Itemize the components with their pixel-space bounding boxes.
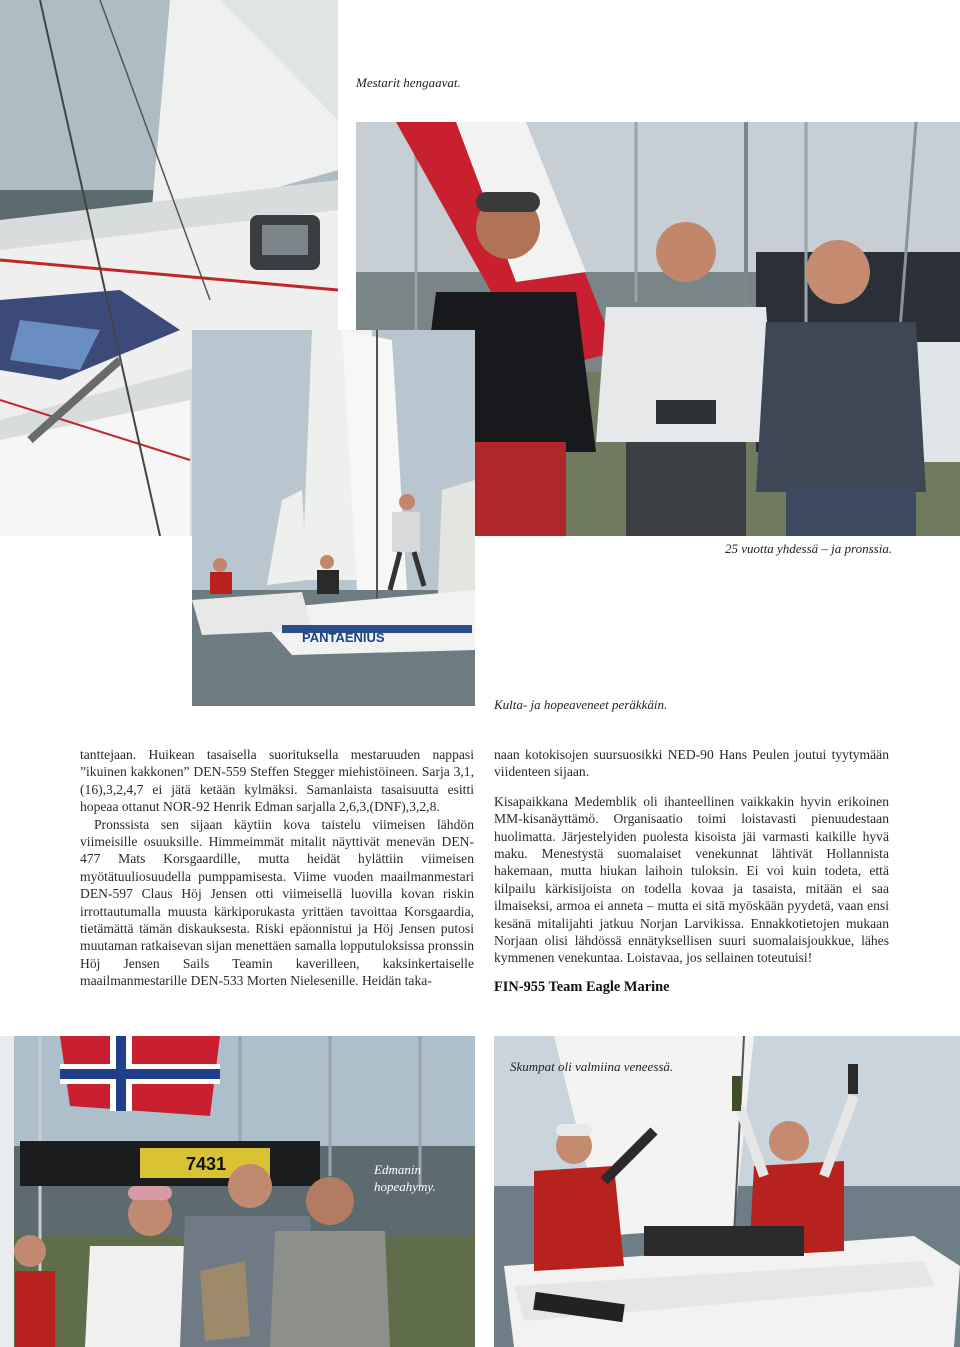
article-paragraph: tanttejaan. Huikean tasaisella suorituksella mestaruuden nappasi ”ikuinen kakkonen” DEN-559 Steffen Stegger miehistöineen. Sarja 3,1,(16),3,2,4,7 ei jätä ketään kylmäksi. Samanlaista tasaisuutta esitti hopeaa ottanut NOR-92 Henrik Edman sarjalla 2,6,3,(DNF),3,2,8. — [80, 747, 474, 815]
caption-edmanin-line1: Edmanin — [374, 1162, 421, 1177]
photo-champagne-boat — [494, 1036, 960, 1347]
photo-racing-boats — [192, 330, 475, 706]
caption-mestarit: Mestarit hengaavat. — [356, 75, 461, 90]
article-signature: FIN-955 Team Eagle Marine — [494, 978, 670, 995]
caption-kulta: Kulta- ja hopeaveneet peräkkäin. — [494, 697, 668, 712]
article-paragraph: naan kotokisojen suursuosikki NED-90 Hans Peulen joutui tyytymään viidenteen sijaan. — [494, 747, 889, 780]
article-paragraph: Kisapaikkana Medemblik oli ihanteellinen vaikkakin hyvin erikoinen MM-kisanäyttämö. Organisaatio toimi loistavasti pienuudestaan huolimatta. Järjestelyiden puolesta kisoista jäi varmasti kaikille hyvä maku. Menestystä suomalaiset venekunnat lähtivät Hollannista hakemaan, mutta hiukan laihoin tuloksin. Ei voi kuin todeta, että kilpailu kärkisijoista on todella kovaa ja tasaista, mitään ei saa ilmaiseksi, armoa ei anneta – mutta ei sitä myöskään pyydetä, vaan ensi kesänä mitalijahti jatkuu Norjan Larvikissa. Ennakkotietojen mukaan Norjaan olisi lähdössä ennätyksellisen suuri suomalaisjoukkue, lähes kymmenen venekuntaa. Loistavaa, jos sellainen toteutuisi! — [494, 793, 889, 966]
sail-number: 7431 — [186, 1154, 227, 1174]
caption-skumpat: Skumpat oli valmiina veneessä. — [510, 1059, 674, 1074]
caption-edmanin-line2: hopeahymy. — [374, 1179, 436, 1194]
article-paragraph: Pronssista sen sijaan käytiin kova taistelu viimeisen lähdön viimeisille osuuksille. Himmeimmät mitalit näyttivät menevän DEN-477 Mats Korsgaardille, mutta heidät hylättiin viimeisen myötätuuliosuudella pumppamisesta. Viime vuoden maailmanmestari DEN-597 Claus Höj Jensen otti viimeisellä luovilla kovan riskin irrottautumalla muusta kärkiporukasta yrittäen tavoittaa Korsgaardia, tietämättä tämän diskauksesta. Riski epäonnistui ja Höj Jensen putosi muutaman ratkaisevan sijan menettäen samalla lopputuloksissa pronssin Höj Jensen Sails Teamin kaverilleen, kaksinkertaiselle maailmanmestarille DEN-533 Morten Nielesenille. Heidän taka- — [80, 816, 474, 989]
article-left-column — [80, 746, 474, 990]
caption-edmanin — [374, 1161, 436, 1195]
caption-vuotta: 25 vuotta yhdessä – ja pronssia. — [725, 541, 893, 556]
hull-name: PANTAENIUS — [302, 630, 385, 645]
article-right-column — [494, 746, 889, 996]
